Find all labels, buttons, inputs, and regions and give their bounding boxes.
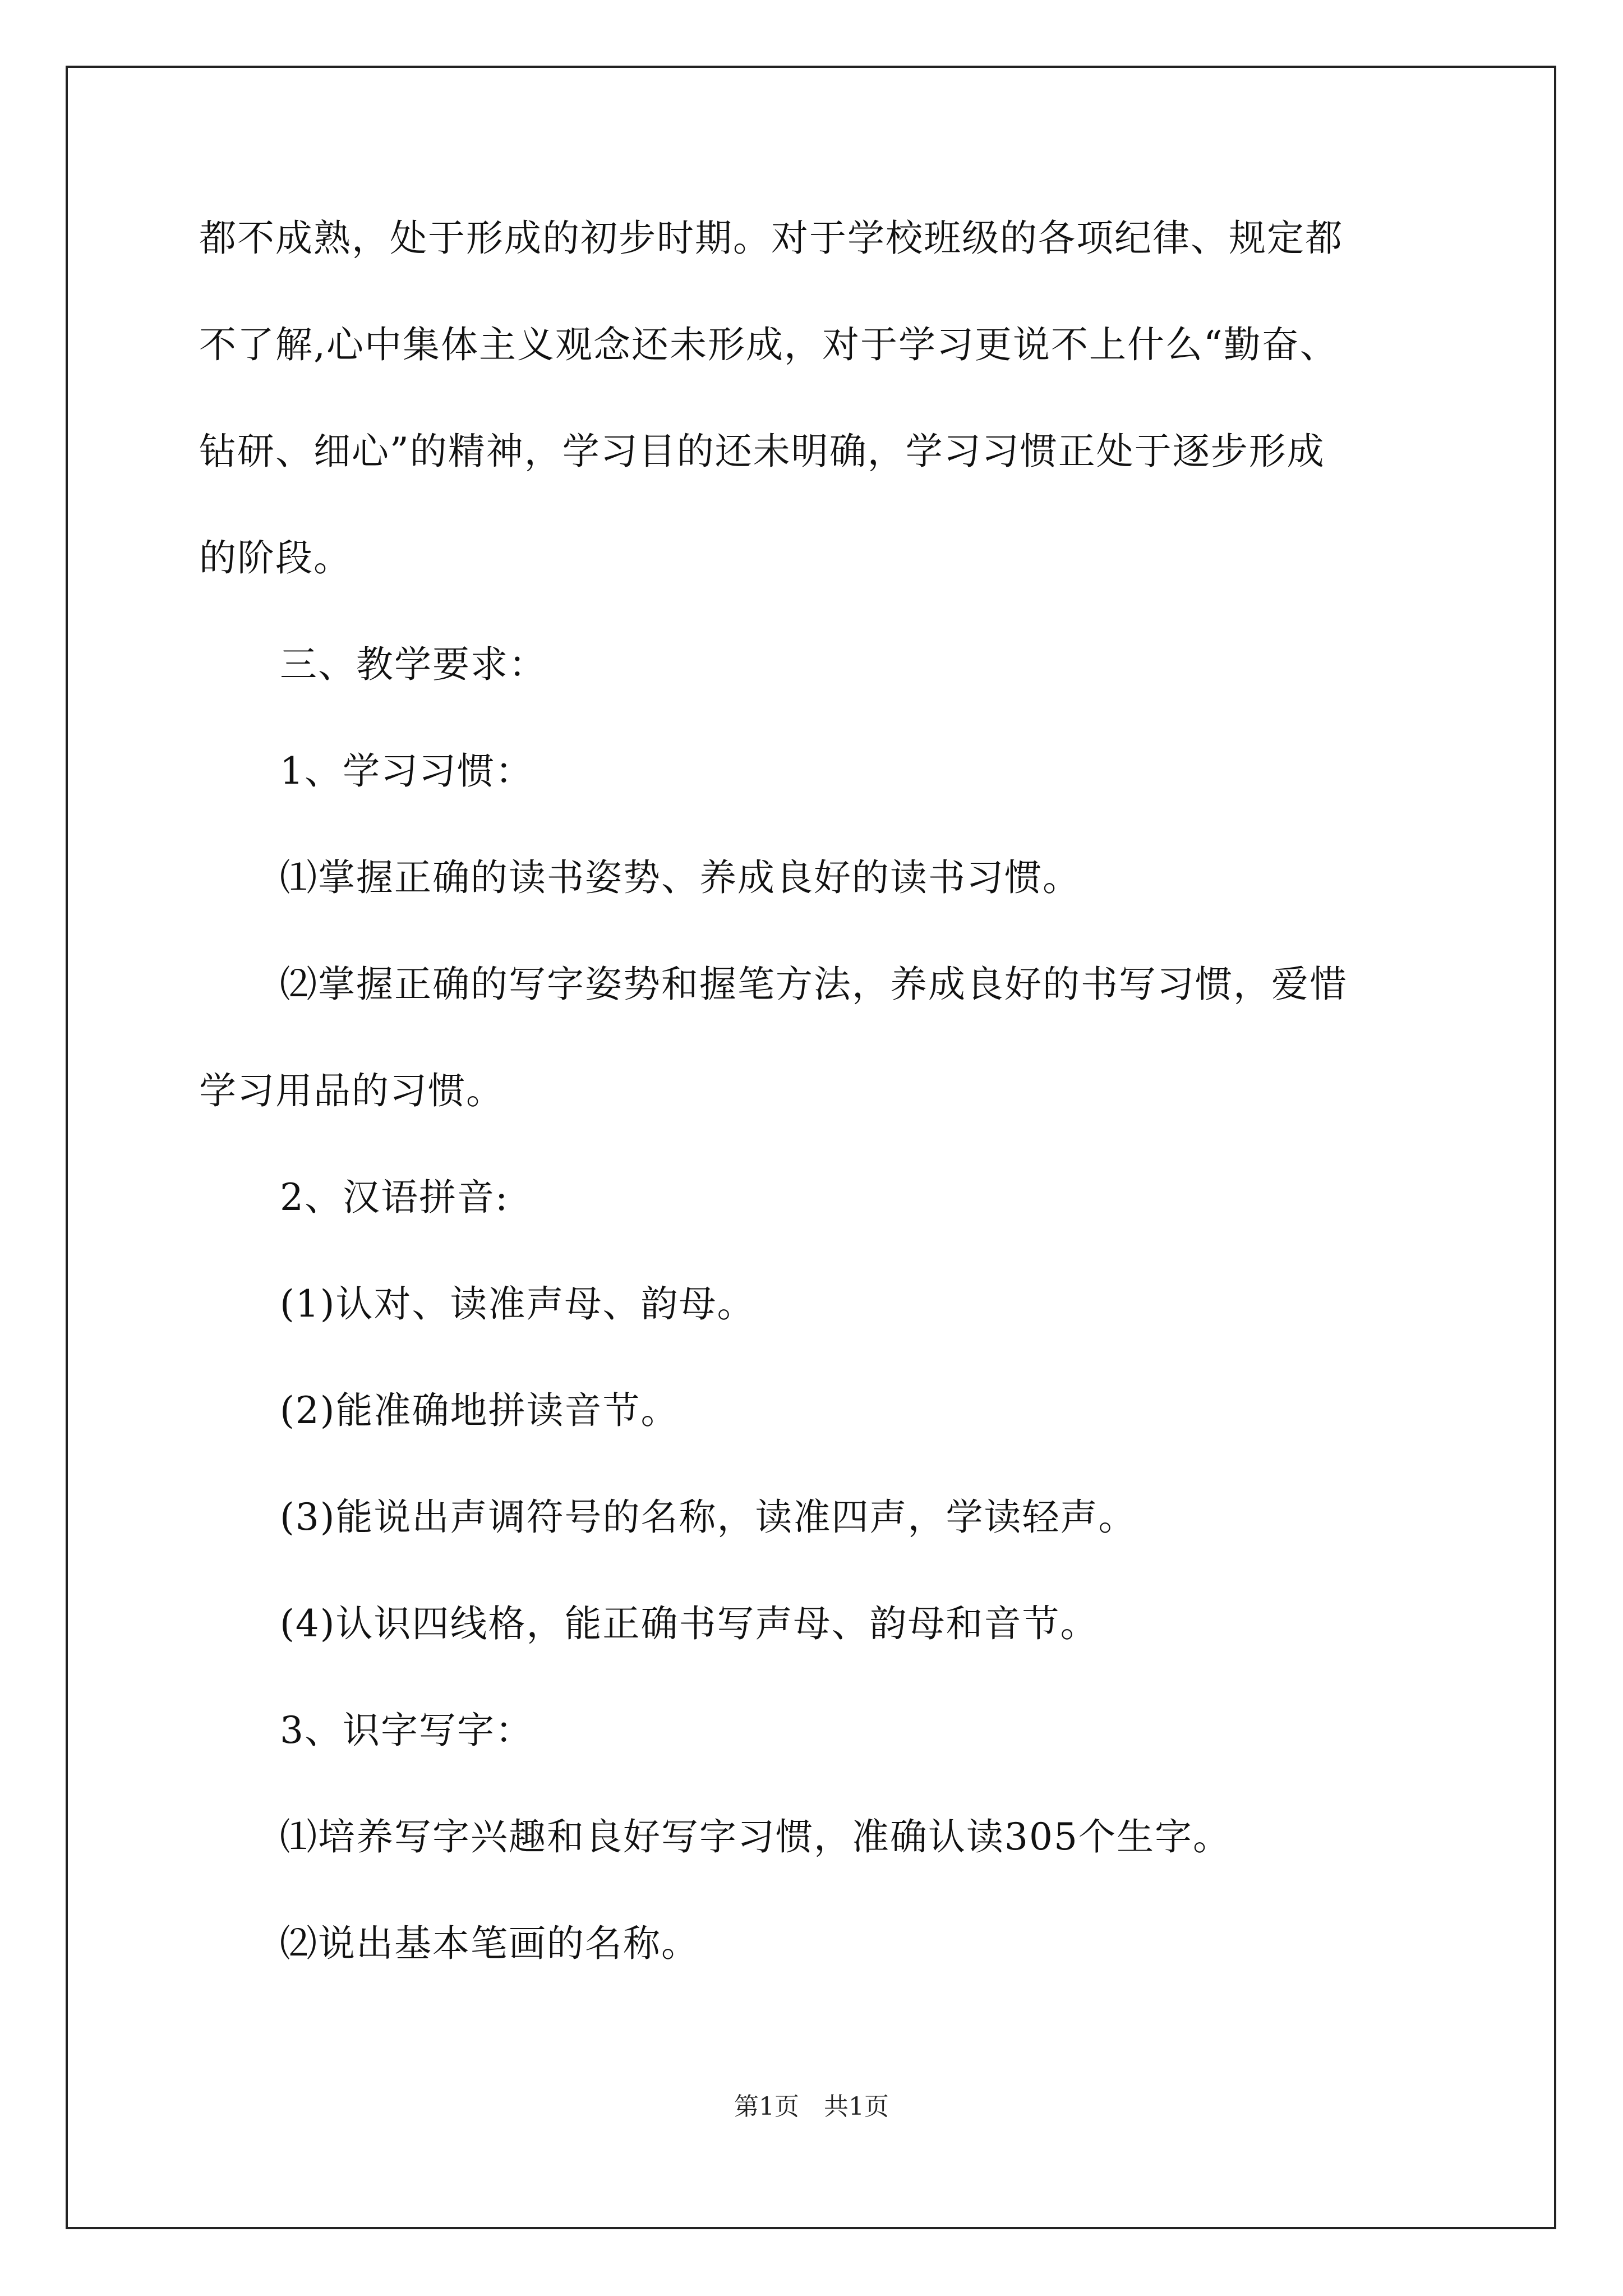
text-line: 学习用品的习惯。 — [199, 1069, 504, 1112]
text-line: 钻研、细心”的精神，学习目的还未明确，学习习惯正处于逐步形成 — [199, 430, 1325, 473]
list-item: (3)能说出声调符号的名称，读准四声，学读轻声。 — [280, 1496, 1137, 1539]
subsection-heading: 2、汉语拼音: — [280, 1176, 509, 1219]
page-frame — [66, 66, 1556, 2229]
list-item: ⑵掌握正确的写字姿势和握笔方法，养成良好的书写习惯，爱惜 — [280, 963, 1348, 1006]
subsection-heading: 1、学习习惯： — [280, 749, 533, 793]
list-item: ⑴培养写字兴趣和良好写字习惯，准确认读305个生字。 — [280, 1815, 1231, 1858]
text-line: 不了解,心中集体主义观念还未形成，对于学习更说不上什么“勤奋、 — [199, 323, 1338, 366]
page-number: 第1页 共1页 — [734, 2092, 889, 2121]
list-item: ⑴掌握正确的读书姿势、养成良好的读书习惯。 — [280, 856, 1081, 899]
list-item: (1)认对、读准声母、韵母。 — [280, 1282, 755, 1326]
section-heading: 三、教学要求： — [280, 643, 547, 686]
list-item: (2)能准确地拼读音节。 — [280, 1389, 679, 1432]
subsection-heading: 3、识字写字： — [280, 1709, 533, 1752]
list-item: (4)认识四线格，能正确书写声母、韵母和音节。 — [280, 1602, 1099, 1645]
text-line: 的阶段。 — [199, 536, 352, 579]
text-line: 都不成熟，处于形成的初步时期。对于学校班级的各项纪律、规定都 — [199, 217, 1343, 260]
list-item: ⑵说出基本笔画的名称。 — [280, 1922, 699, 1965]
